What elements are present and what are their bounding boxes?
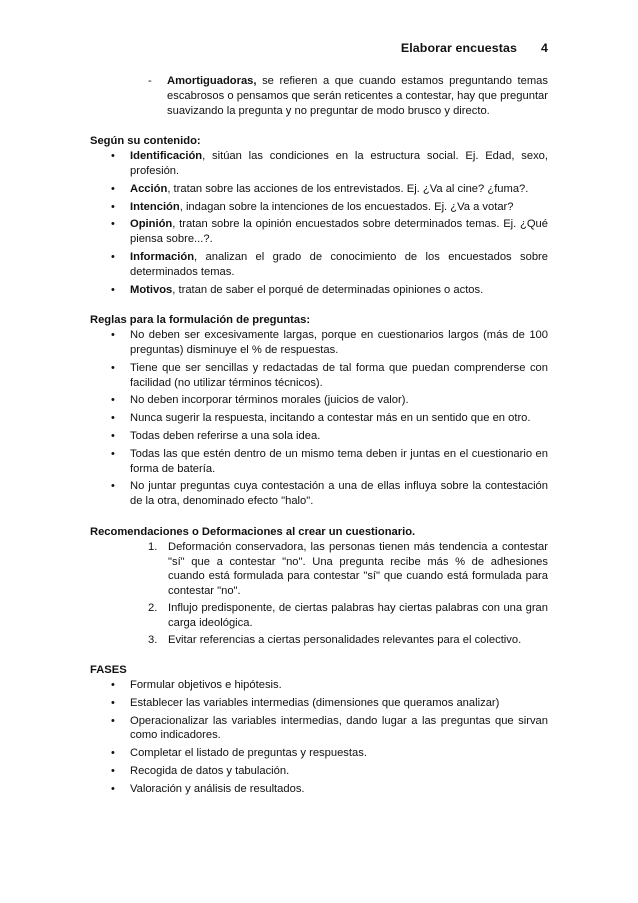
term-label: Información <box>130 250 195 263</box>
bullet-icon: • <box>111 361 115 374</box>
bullet-icon: • <box>111 480 115 493</box>
term-label: Identificación <box>130 150 203 163</box>
item-text: , sitúan las condiciones en la estructura social. Ej. Edad, sexo, profesión. <box>130 150 548 177</box>
bullet-icon: • <box>111 250 115 263</box>
numbered-item <box>90 540 548 599</box>
item-text: Todas las que estén dentro de un mismo tema deben ir juntas en el cuestionario en forma de batería. <box>130 447 548 475</box>
item-number: 1. <box>148 540 158 553</box>
list-item <box>90 393 548 408</box>
section-fases <box>90 663 548 796</box>
bullet-icon: • <box>111 200 115 213</box>
item-text: Completar el listado de preguntas y respuestas. <box>130 747 367 760</box>
list-item <box>90 250 548 280</box>
list-item <box>90 764 548 779</box>
bullet-icon: • <box>111 412 115 425</box>
bullet-icon: • <box>111 283 115 296</box>
list-item <box>90 479 548 509</box>
item-text: , tratan de saber el porqué de determinadas opiniones o actos. <box>172 283 484 296</box>
item-text: Establecer las variables intermedias (dimensiones que queramos analizar) <box>130 696 500 709</box>
document-title: Elaborar encuestas <box>400 41 517 55</box>
list-item <box>90 217 548 247</box>
bullet-icon: • <box>111 394 115 407</box>
item-text: Valoración y análisis de resultados. <box>130 782 305 795</box>
dash-marker: - <box>148 75 152 87</box>
list-item <box>90 361 548 391</box>
list-item <box>90 411 548 426</box>
item-text: Evitar referencias a ciertas personalidades relevantes para el colectivo. <box>168 633 522 646</box>
item-text: Influjo predisponente, de ciertas palabras hay ciertas palabras con una gran carga ideológica. <box>168 601 548 629</box>
list-item <box>90 447 548 477</box>
bullet-icon: • <box>111 447 115 460</box>
section-title: Recomendaciones o Deformaciones al crear un cuestionario. <box>90 525 416 538</box>
item-text: No juntar preguntas cuya contestación a una de ellas influya sobre la contestación de la otra, denominado efecto "halo". <box>130 480 548 508</box>
term-label: Intención <box>130 200 180 213</box>
bullet-icon: • <box>111 782 115 795</box>
item-text: Formular objetivos e hipótesis. <box>130 679 282 692</box>
item-text: , tratan sobre las acciones de los entrevistados. Ej. ¿Va al cine? ¿fuma?. <box>167 182 529 195</box>
item-text: Recogida de datos y tabulación. <box>130 765 290 778</box>
term-label: Opinión <box>130 218 173 231</box>
list-item <box>90 696 548 711</box>
term-label: Amortiguadoras, <box>167 75 257 87</box>
section-title: Según su contenido: <box>90 135 201 148</box>
section-contenido <box>90 134 548 297</box>
fases-list <box>90 678 548 797</box>
bullet-icon: • <box>111 329 115 342</box>
item-text: Tiene que ser sencillas y redactadas de tal forma que puedan comprenderse con facilidad (no utilizar términos técnicos). <box>130 361 548 389</box>
item-text: , indagan sobre la intenciones de los encuestados. Ej. ¿Va a votar? <box>179 200 514 213</box>
item-text: Operacionalizar las variables intermedias, dando lugar a las preguntas que sirvan como indicadores. <box>130 714 548 742</box>
item-text: Deformación conservadora, las personas tienen más tendencia a contestar "sí" que a contestar "no". Una pregunta recibe más % de adhesiones cuando está formulada para contestar "sí" que cuando está formulada para contestar "no". <box>168 540 548 598</box>
item-text: Nunca sugerir la respuesta, incitando a contestar más en un sentido que en otro. <box>130 412 531 425</box>
list-item <box>90 149 548 179</box>
recomendaciones-list <box>90 540 548 648</box>
list-item <box>90 782 548 797</box>
contenido-list <box>90 149 548 297</box>
item-text: No deben ser excesivamente largas, porque en cuestionarios largos (más de 100 preguntas) disminuye el % de respuestas. <box>130 329 548 356</box>
item-text: se refieren a que cuando estamos preguntando temas escabrosos o pensamos que serán reticentes a contestar, hay que preguntar suavizando la pregunta y no preguntar de modo brusco y directo. <box>167 75 548 117</box>
page-header <box>401 41 548 56</box>
bullet-icon: • <box>111 182 115 195</box>
item-text: Todas deben referirse a una sola idea. <box>130 429 321 442</box>
list-item <box>90 182 548 197</box>
section-recomendaciones <box>90 525 548 647</box>
item-text: , analizan el grado de conocimiento de los encuestados sobre determinados temas. <box>130 250 548 278</box>
term-label: Acción <box>130 182 168 195</box>
bullet-icon: • <box>111 747 115 760</box>
reglas-list <box>90 328 548 509</box>
list-item <box>90 429 548 444</box>
numbered-item <box>90 633 548 648</box>
document-body <box>90 74 548 813</box>
bullet-icon: • <box>111 679 115 692</box>
section-title: Reglas para la formulación de preguntas: <box>90 314 311 327</box>
bullet-icon: • <box>111 218 115 231</box>
list-item <box>90 200 548 215</box>
intro-dash-item <box>90 74 548 118</box>
item-text: , tratan sobre la opinión encuestados sobre determinados temas. Ej. ¿Qué piensa sobre...?. <box>130 218 548 246</box>
list-item <box>90 746 548 761</box>
list-item <box>90 283 548 298</box>
list-item <box>90 714 548 744</box>
bullet-icon: • <box>111 765 115 778</box>
bullet-icon: • <box>111 714 115 727</box>
term-label: Motivos <box>130 283 173 296</box>
item-number: 2. <box>148 601 158 614</box>
list-item <box>90 328 548 358</box>
item-number: 3. <box>148 633 158 646</box>
bullet-icon: • <box>111 696 115 709</box>
section-title: FASES <box>90 664 127 677</box>
bullet-icon: • <box>111 429 115 442</box>
page-number: 4 <box>541 41 548 55</box>
item-text: No deben incorporar términos morales (juicios de valor). <box>130 394 409 407</box>
list-item <box>90 678 548 693</box>
numbered-item <box>90 601 548 631</box>
bullet-icon: • <box>111 150 115 163</box>
section-reglas <box>90 313 548 509</box>
